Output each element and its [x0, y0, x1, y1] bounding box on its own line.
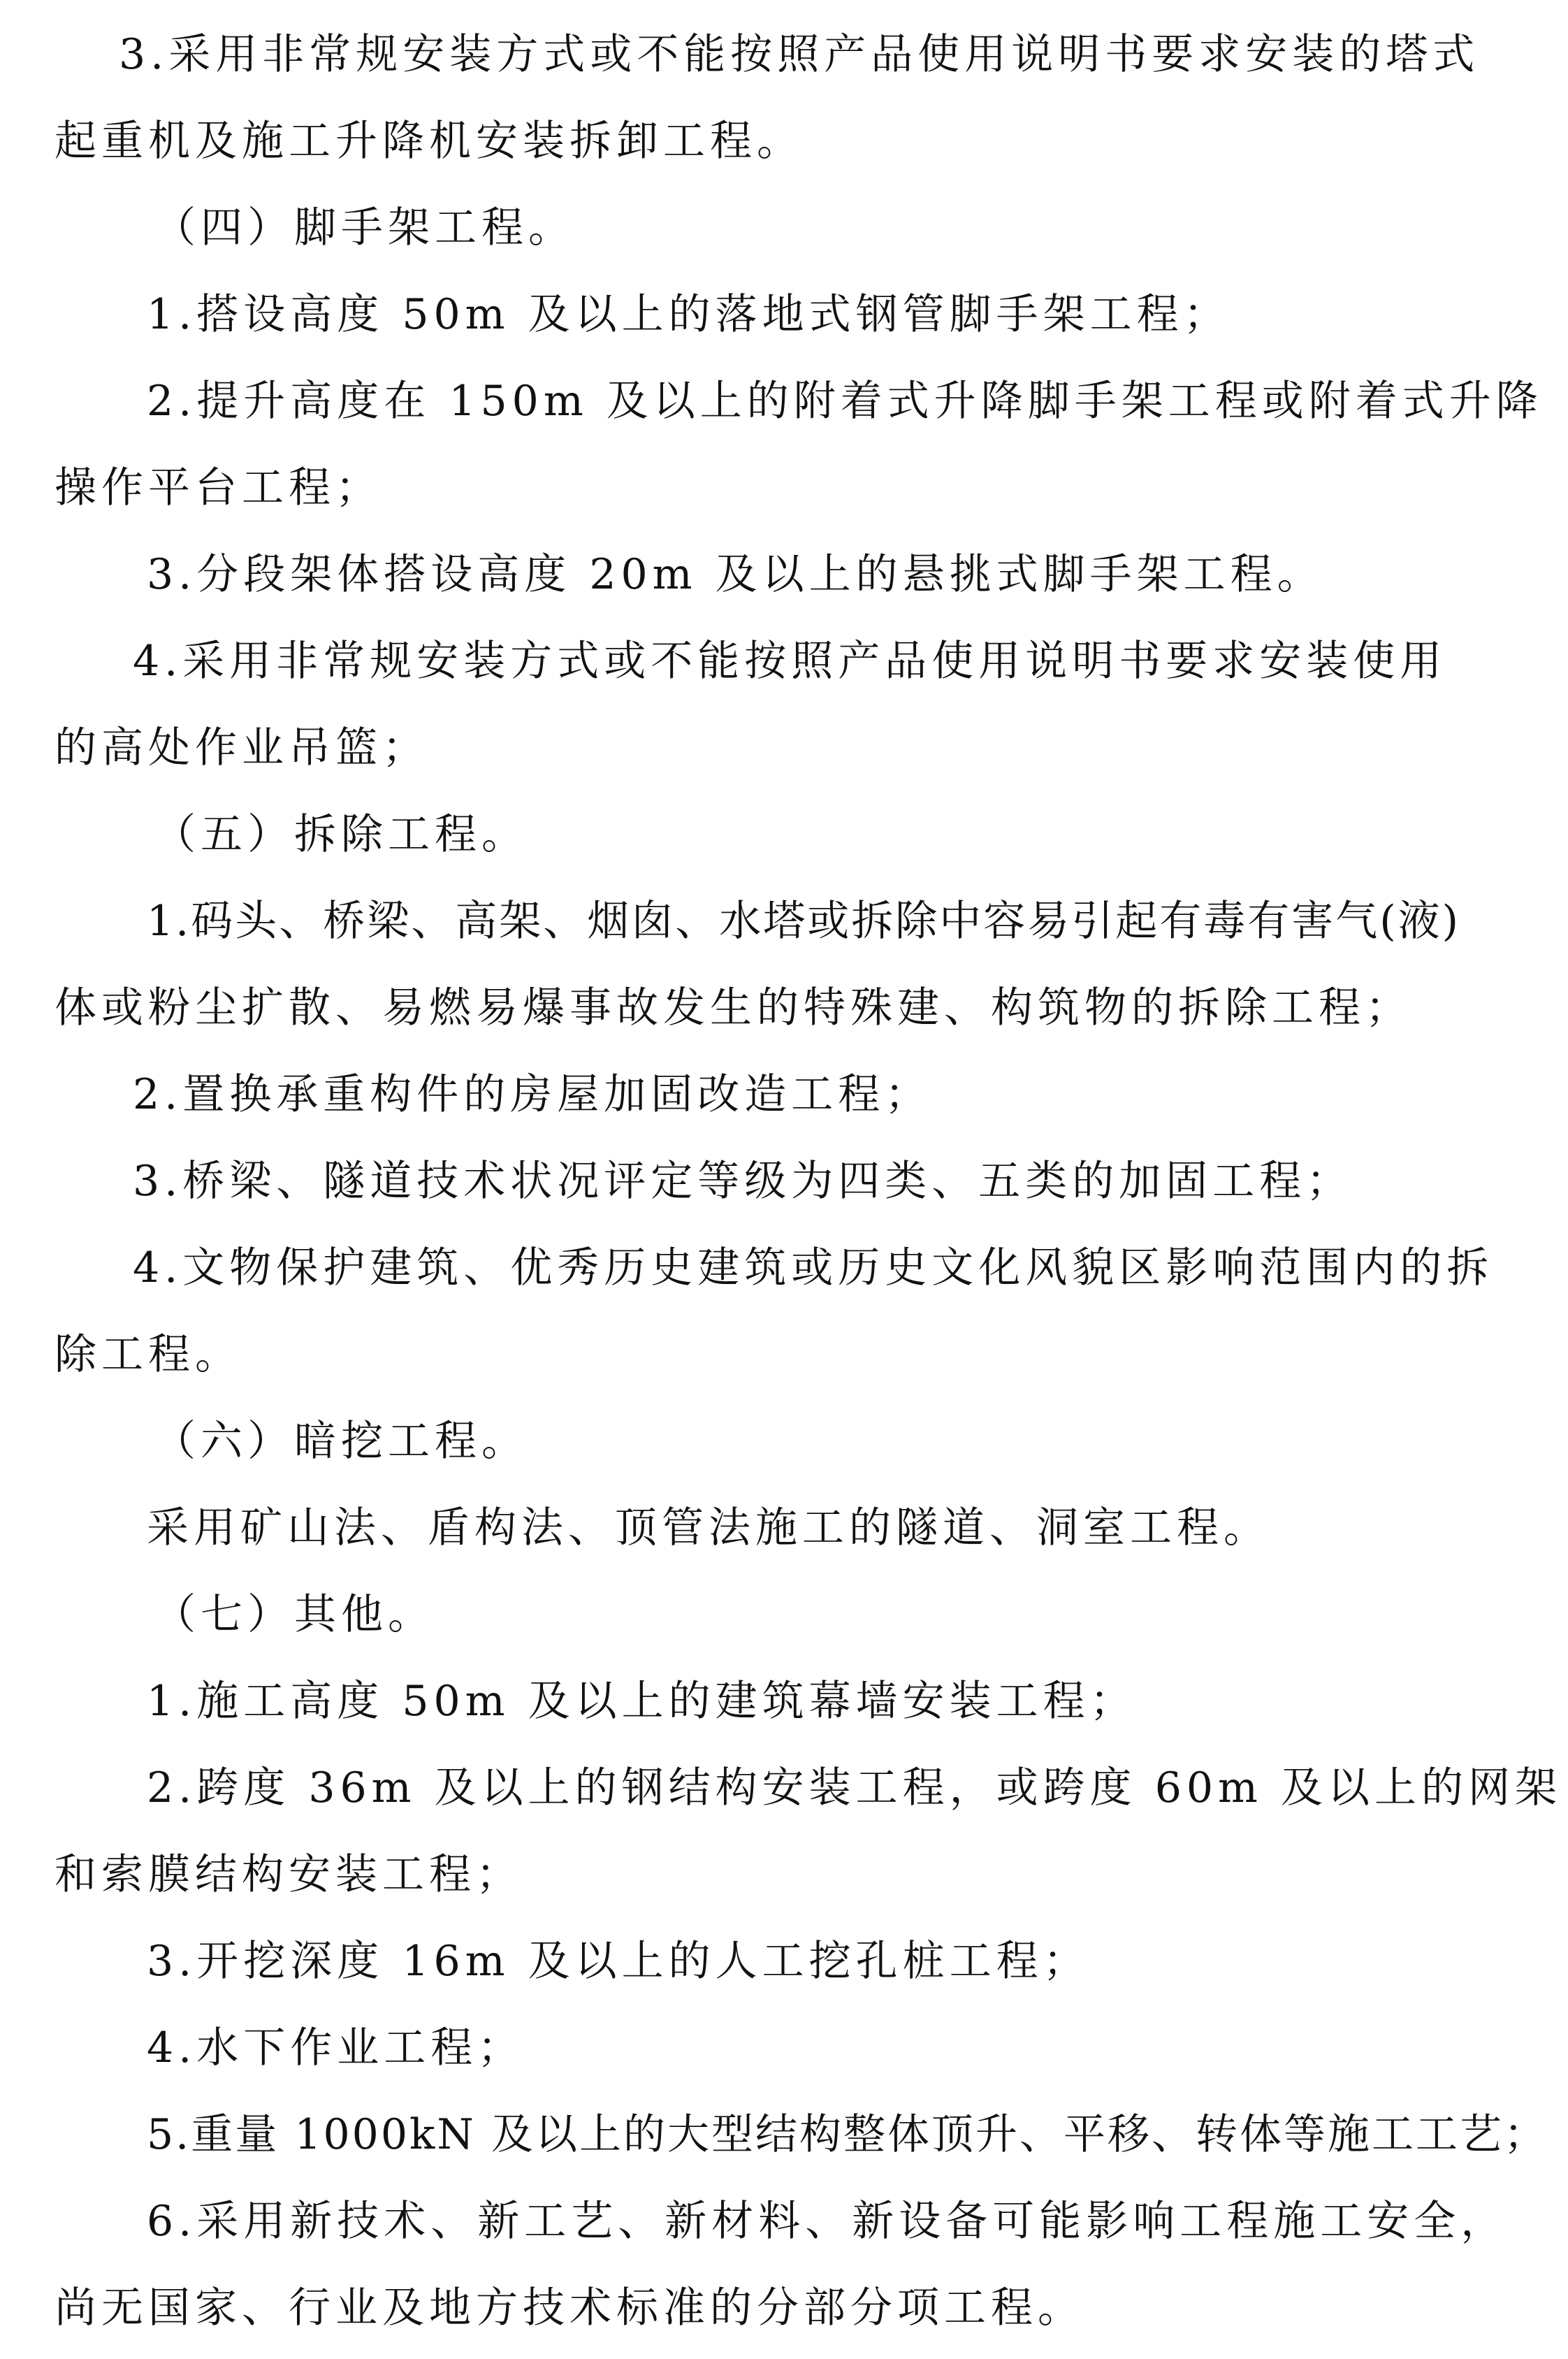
text-line-9: 的高处作业吊篮；: [55, 723, 429, 772]
text-line-12: 体或粉尘扩散、易燃易爆事故发生的特殊建、构筑物的拆除工程；: [55, 983, 1412, 1032]
text-line-4: 1.搭设高度 50m 及以上的落地式钢管脚手架工程；: [147, 290, 1231, 339]
text-line-21: 2.跨度 36m 及以上的钢结构安装工程，或跨度 60m 及以上的网架: [147, 1763, 1562, 1812]
text-line-26: 6.采用新技术、新工艺、新材料、新设备可能影响工程施工安全，: [147, 2197, 1508, 2246]
text-line-13: 2.置换承重构件的房屋加固改造工程；: [133, 1070, 932, 1119]
text-line-7: 3.分段架体搭设高度 20m 及以上的悬挑式脚手架工程。: [147, 550, 1324, 599]
text-line-22: 和索膜结构安装工程；: [55, 1850, 523, 1899]
section-heading-others: （七）其他。: [154, 1590, 435, 1639]
text-line-6: 操作平台工程；: [55, 463, 382, 512]
text-line-14: 3.桥梁、隧道技术状况评定等级为四类、五类的加固工程；: [133, 1157, 1353, 1206]
text-line-20: 1.施工高度 50m 及以上的建筑幕墙安装工程；: [147, 1677, 1137, 1726]
text-line-24: 4.水下作业工程；: [147, 2023, 525, 2072]
text-line-11: 1.码头、桥梁、高架、烟囱、水塔或拆除中容易引起有毒有害气(液): [147, 897, 1461, 946]
text-line-5: 2.提升高度在 150m 及以上的附着式升降脚手架工程或附着式升降: [147, 377, 1543, 426]
text-line-23: 3.开挖深度 16m 及以上的人工挖孔桩工程；: [147, 1937, 1090, 1986]
text-line-25: 5.重量 1000kN 及以上的大型结构整体顶升、平移、转体等施工工艺；: [147, 2110, 1548, 2159]
section-heading-tunneling: （六）暗挖工程。: [154, 1417, 528, 1466]
text-line-27: 尚无国家、行业及地方技术标准的分部分项工程。: [55, 2284, 1084, 2332]
text-line-18: 采用矿山法、盾构法、顶管法施工的隧道、洞室工程。: [147, 1503, 1270, 1552]
text-line-8: 4.采用非常规安装方式或不能按照产品使用说明书要求安装使用: [133, 637, 1447, 686]
text-line-1: 3.采用非常规安装方式或不能按照产品使用说明书要求安装的塔式: [119, 30, 1480, 79]
text-line-2: 起重机及施工升降机安装拆卸工程。: [55, 117, 804, 166]
text-line-16: 除工程。: [55, 1330, 242, 1379]
section-heading-demolition: （五）拆除工程。: [154, 810, 528, 859]
text-line-15: 4.文物保护建筑、优秀历史建筑或历史文化风貌区影响范围内的拆: [133, 1243, 1494, 1292]
section-heading-scaffolding: （四）脚手架工程。: [154, 203, 575, 252]
